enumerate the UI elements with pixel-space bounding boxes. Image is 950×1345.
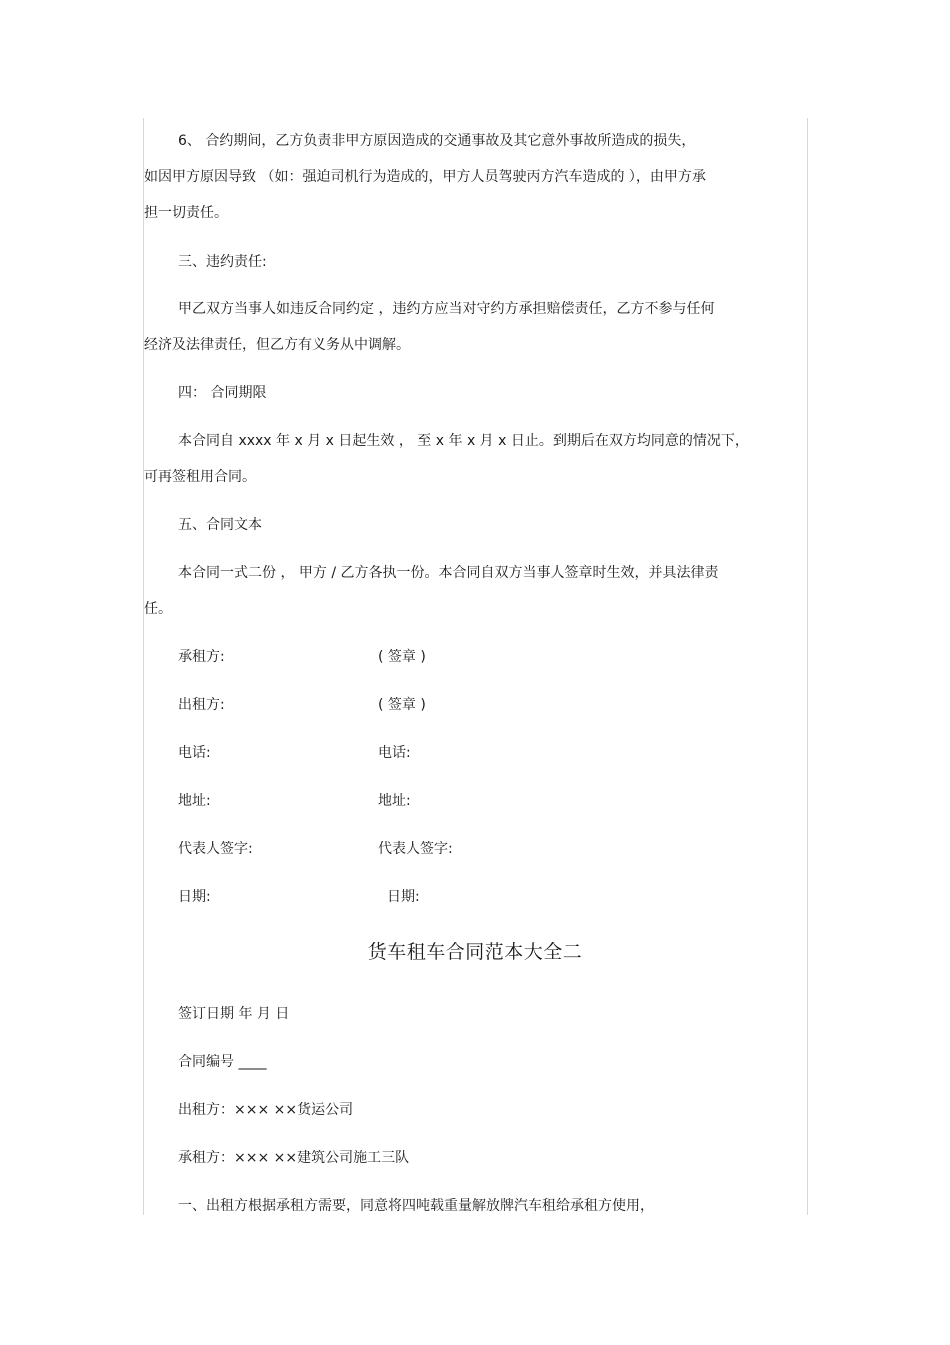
- section3-line1: 甲乙双方当事人如违反合同约定 ，违约方应当对守约方承担赔偿责任，乙方不参与任何: [178, 301, 715, 317]
- lessor-party: 出租方：××× ××货运公司: [178, 1102, 354, 1118]
- section5-heading: 五、合同文本: [178, 517, 262, 533]
- contract-number: 合同编号 ____: [178, 1054, 267, 1070]
- page-border-left: [143, 118, 144, 1215]
- address-label-right: 地址:: [378, 793, 411, 809]
- representative-label-right: 代表人签字:: [378, 841, 453, 857]
- date-label-left: 日期:: [178, 889, 211, 905]
- section3-line2: 经济及法律责任，但乙方有义务从中调解。: [144, 337, 410, 353]
- lessor-label: 出租方:: [178, 697, 225, 713]
- section5-line2: 任。: [144, 601, 172, 617]
- page-border-right: [807, 118, 808, 1215]
- section4-line2: 可再签租用合同。: [144, 469, 256, 485]
- section4-heading: 四： 合同期限: [178, 385, 267, 401]
- sign-date: 签订日期 年 月 日: [178, 1006, 290, 1022]
- phone-label-right: 电话:: [378, 745, 411, 761]
- representative-label-left: 代表人签字:: [178, 841, 253, 857]
- contract2-title: 货车租车合同范本大全二: [367, 941, 583, 963]
- section3-heading: 三、违约责任:: [178, 254, 267, 270]
- clause6-line1: 6、 合约期间，乙方负责非甲方原因造成的交通事故及其它意外事故所造成的损失，: [178, 133, 696, 149]
- lessee-seal: ( 签章 ): [378, 649, 426, 665]
- section5-line1: 本合同一式二份 ， 甲方 / 乙方各执一份。本合同自双方当事人签章时生效，并具法律责: [178, 565, 719, 581]
- lessee-party: 承租方：××× ××建筑公司施工三队: [178, 1150, 410, 1166]
- date-label-right: 日期:: [387, 889, 420, 905]
- phone-label-left: 电话:: [178, 745, 211, 761]
- contract2-clause1: 一、出租方根据承租方需要，同意将四吨载重量解放牌汽车租给承租方使用，: [178, 1198, 654, 1214]
- lessor-seal: ( 签章 ): [378, 697, 426, 713]
- lessee-label: 承租方:: [178, 649, 225, 665]
- address-label-left: 地址:: [178, 793, 211, 809]
- clause6-line3: 担一切责任。: [144, 205, 228, 221]
- clause6-line2: 如因甲方原因导致 （如：强迫司机行为造成的，甲方人员驾驶丙方汽车造成的 ），由甲方承: [144, 169, 706, 185]
- section4-line1: 本合同自 xxxx 年 x 月 x 日起生效 ， 至 x 年 x 月 x 日止。到期后在双方均同意的情况下，: [178, 433, 749, 449]
